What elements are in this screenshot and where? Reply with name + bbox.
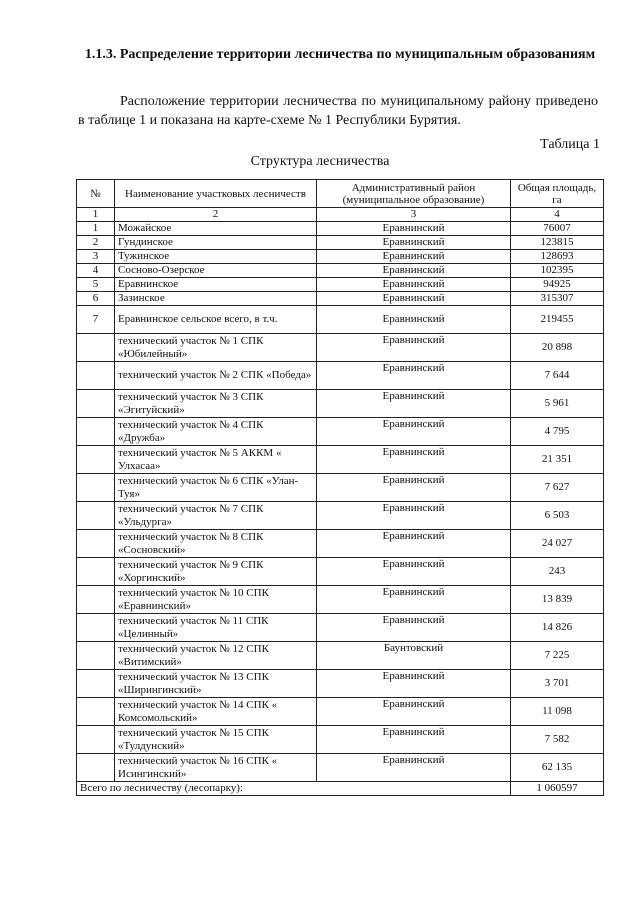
row-area: 94925 (511, 278, 604, 292)
table-row (77, 292, 604, 306)
row-area: 123815 (511, 236, 604, 250)
row-area: 315307 (511, 292, 604, 306)
table-title: Структура лесничества (250, 154, 390, 169)
row-number (77, 586, 115, 614)
table-row (77, 334, 604, 362)
row-number (77, 530, 115, 558)
row-forestry-name: технический участок № 9 СПК «Хоргинский» (115, 558, 317, 586)
row-district: Еравнинский (317, 670, 511, 698)
row-district: Еравнинский (317, 278, 511, 292)
row-number: 1 (77, 222, 115, 236)
row-forestry-name: Гундинское (115, 236, 317, 250)
row-area: 3 701 (511, 670, 604, 698)
index-cell: 1 (77, 208, 115, 222)
row-number: 7 (77, 306, 115, 334)
table-row (77, 250, 604, 264)
row-number (77, 390, 115, 418)
row-area: 102395 (511, 264, 604, 278)
row-forestry-name: технический участок № 3 СПК «Эгитуйский» (115, 390, 317, 418)
table-body (77, 222, 604, 782)
row-district: Еравнинский (317, 586, 511, 614)
row-forestry-name: технический участок № 12 СПК «Витимский» (115, 642, 317, 670)
total-label: Всего по лесничеству (лесопарку): (77, 782, 511, 796)
row-district: Баунтовский (317, 642, 511, 670)
row-area: 219455 (511, 306, 604, 334)
table-row (77, 446, 604, 474)
row-district: Еравнинский (317, 754, 511, 782)
row-district: Еравнинский (317, 726, 511, 754)
index-cell: 4 (511, 208, 604, 222)
row-forestry-name: технический участок № 2 СПК «Победа» (115, 362, 317, 390)
row-number (77, 418, 115, 446)
table-row (77, 306, 604, 334)
row-forestry-name: технический участок № 8 СПК «Сосновский» (115, 530, 317, 558)
row-district: Еравнинский (317, 292, 511, 306)
row-number: 3 (77, 250, 115, 264)
row-forestry-name: технический участок № 15 СПК «Тулдунский» (115, 726, 317, 754)
table-row (77, 698, 604, 726)
row-number (77, 642, 115, 670)
row-area: 21 351 (511, 446, 604, 474)
intro-paragraph: Расположение территории лесничества по муниципальному району приведено в таблице 1 и показана на карте-схеме № 1 Республики Бурятия. (78, 94, 598, 128)
row-district: Еравнинский (317, 446, 511, 474)
table-row (77, 726, 604, 754)
row-forestry-name: технический участок № 1 СПК «Юбилейный» (115, 334, 317, 362)
row-area: 7 644 (511, 362, 604, 390)
row-forestry-name: Зазинское (115, 292, 317, 306)
table-row (77, 278, 604, 292)
row-area: 76007 (511, 222, 604, 236)
row-district: Еравнинский (317, 264, 511, 278)
row-forestry-name: технический участок № 6 СПК «Улан-Туя» (115, 474, 317, 502)
row-number (77, 334, 115, 362)
row-forestry-name: технический участок № 7 СПК «Ульдурга» (115, 502, 317, 530)
row-forestry-name: Еравнинское (115, 278, 317, 292)
row-area: 62 135 (511, 754, 604, 782)
table-row (77, 264, 604, 278)
header-number: № (77, 180, 115, 208)
row-forestry-name: технический участок № 4 СПК «Дружба» (115, 418, 317, 446)
table-number: Таблица 1 (540, 137, 600, 152)
row-area: 243 (511, 558, 604, 586)
row-district: Еравнинский (317, 222, 511, 236)
table-row (77, 362, 604, 390)
row-number: 2 (77, 236, 115, 250)
row-number: 4 (77, 264, 115, 278)
row-district: Еравнинский (317, 558, 511, 586)
table-row (77, 586, 604, 614)
row-district: Еравнинский (317, 502, 511, 530)
row-number (77, 474, 115, 502)
section-heading: 1.1.3. Распределение территории лесничества по муниципальным образованиям (84, 47, 596, 62)
row-forestry-name: Еравнинское сельское всего, в т.ч. (115, 306, 317, 334)
row-area: 24 027 (511, 530, 604, 558)
row-area: 7 225 (511, 642, 604, 670)
row-area: 5 961 (511, 390, 604, 418)
row-area: 6 503 (511, 502, 604, 530)
table-row (77, 418, 604, 446)
row-area: 7 582 (511, 726, 604, 754)
row-district: Еравнинский (317, 418, 511, 446)
row-district: Еравнинский (317, 614, 511, 642)
row-forestry-name: технический участок № 5 АККМ « Улхасаа» (115, 446, 317, 474)
row-number (77, 502, 115, 530)
header-forestry-name: Наименование участковых лесничеств (115, 180, 317, 208)
header-area: Общая площадь, га (511, 180, 604, 208)
row-forestry-name: Сосново-Озерское (115, 264, 317, 278)
row-area: 13 839 (511, 586, 604, 614)
row-district: Еравнинский (317, 236, 511, 250)
table-row (77, 236, 604, 250)
table-index-row (77, 208, 604, 222)
row-district: Еравнинский (317, 698, 511, 726)
row-area: 4 795 (511, 418, 604, 446)
row-area: 128693 (511, 250, 604, 264)
table-row (77, 614, 604, 642)
table-row (77, 558, 604, 586)
row-district: Еравнинский (317, 530, 511, 558)
row-area: 11 098 (511, 698, 604, 726)
row-number (77, 558, 115, 586)
row-district: Еравнинский (317, 390, 511, 418)
row-forestry-name: Тужинское (115, 250, 317, 264)
table-row (77, 502, 604, 530)
row-forestry-name: Можайское (115, 222, 317, 236)
table-header-row (77, 180, 604, 208)
index-cell: 3 (317, 208, 511, 222)
row-district: Еравнинский (317, 334, 511, 362)
row-number (77, 614, 115, 642)
row-number (77, 754, 115, 782)
table-row (77, 222, 604, 236)
row-district: Еравнинский (317, 306, 511, 334)
table-row (77, 390, 604, 418)
table-row (77, 474, 604, 502)
total-area: 1 060597 (511, 782, 604, 796)
row-district: Еравнинский (317, 474, 511, 502)
row-area: 20 898 (511, 334, 604, 362)
table-row (77, 530, 604, 558)
row-forestry-name: технический участок № 14 СПК « Комсомольский» (115, 698, 317, 726)
row-forestry-name: технический участок № 16 СПК « Исингинский» (115, 754, 317, 782)
forestry-structure-table (76, 179, 604, 796)
row-number (77, 446, 115, 474)
row-forestry-name: технический участок № 10 СПК «Еравнинский» (115, 586, 317, 614)
table-row (77, 754, 604, 782)
row-number: 6 (77, 292, 115, 306)
total-row (77, 782, 604, 796)
header-district: Административный район (муниципальное образование) (317, 180, 511, 208)
row-number (77, 698, 115, 726)
index-cell: 2 (115, 208, 317, 222)
row-district: Еравнинский (317, 362, 511, 390)
table-row (77, 642, 604, 670)
row-number: 5 (77, 278, 115, 292)
row-number (77, 362, 115, 390)
row-district: Еравнинский (317, 250, 511, 264)
row-forestry-name: технический участок № 11 СПК «Целинный» (115, 614, 317, 642)
table-row (77, 670, 604, 698)
row-area: 14 826 (511, 614, 604, 642)
row-number (77, 670, 115, 698)
row-number (77, 726, 115, 754)
row-forestry-name: технический участок № 13 СПК «Ширингинский» (115, 670, 317, 698)
row-area: 7 627 (511, 474, 604, 502)
